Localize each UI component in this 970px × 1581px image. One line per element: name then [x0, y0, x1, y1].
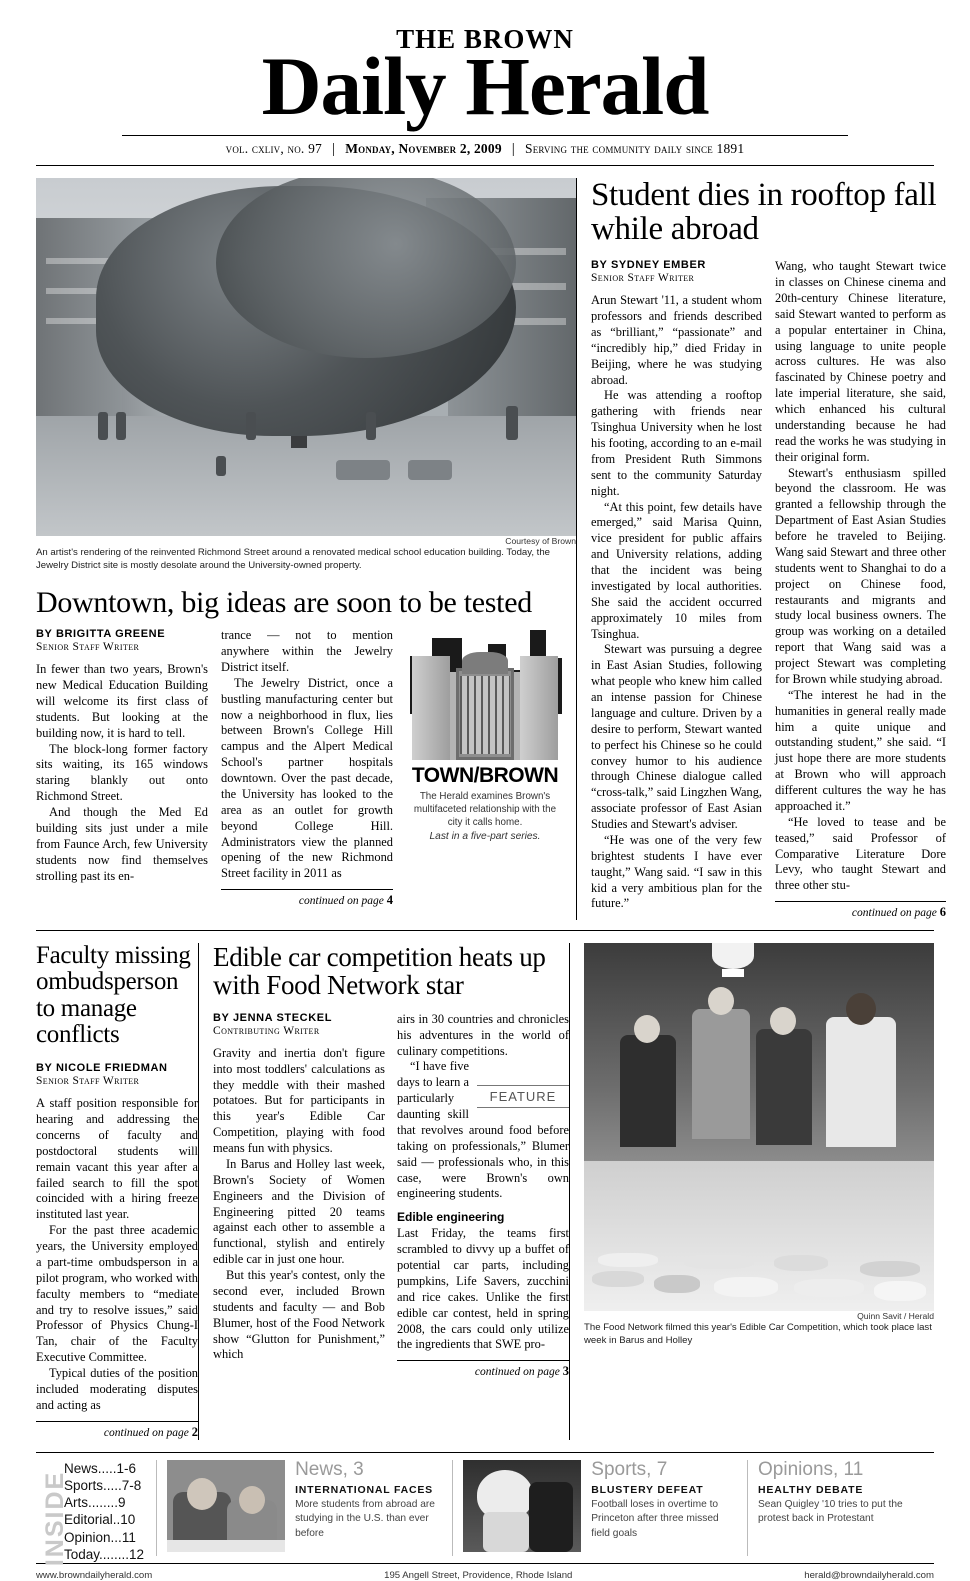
teaser-text	[295, 1460, 442, 1541]
inside-label	[36, 1460, 70, 1566]
toc-dots: .....	[97, 1460, 117, 1476]
downtown-continued-label: continued on page	[298, 895, 384, 908]
toc-section: Editorial	[64, 1512, 113, 1528]
teaser-thumbnail	[463, 1460, 581, 1552]
rooftop-paragraph: Stewart's enthusiasm spilled beyond the classroom. He was granted a fellowship through the Department of East Asian Studies before he traveled to Beijing. Wang said Stewart and three other students went to Shanghai to do a project on Chinese food, restaurants and migrants and study local business owners. The group was working on a detailed report that Wang said was a project Stewart was completing for Brown while studying abroad.	[775, 465, 946, 686]
toc-dots: ...	[110, 1529, 122, 1545]
toc-pages: 11	[121, 1529, 136, 1545]
rooftop-byline-title: Senior Staff Writer	[591, 272, 695, 285]
rooftop-continued	[775, 905, 946, 920]
edible-subhead: Edible engineering	[397, 1210, 505, 1225]
masthead-tagline: Serving the community daily since 1891	[524, 140, 745, 156]
lead-photo-caption: An artist's rendering of the reinvented Richmond Street around a renovated medical school education building. Today, the Jewelry District site is mostly desolate around the University-owned property.	[36, 546, 550, 571]
inside-bar	[36, 1452, 934, 1564]
toc-pages: 9	[118, 1495, 126, 1511]
rooftop-paragraph: “The interest he had in the humanities in general really made him a quite unique and outstanding student,” she said. “I just hope there are more students at Brown who will approach different cultures the way he has approached it.”	[775, 687, 946, 813]
toc-dots: ........	[99, 1546, 130, 1562]
downtown-paragraph: trance — not to mention anywhere within the Jewelry District itself.	[221, 628, 393, 674]
downtown-columns	[36, 628, 576, 908]
teaser-section: News, 3	[295, 1458, 364, 1480]
inside-label-text: INSIDE	[41, 1470, 70, 1566]
masthead-infoline	[36, 141, 934, 158]
footer-address: 195 Angell Street, Providence, Rhode Island	[384, 1569, 573, 1581]
downtown-column-2	[221, 628, 393, 908]
toc-dots: .....	[103, 1477, 122, 1493]
toc-row[interactable]	[64, 1477, 144, 1494]
edible-continued	[397, 1364, 569, 1379]
masthead-title-herald: Herald	[465, 40, 709, 132]
teaser-text	[591, 1460, 737, 1541]
edible-column-2	[397, 1012, 569, 1380]
toc-section: Arts	[64, 1495, 89, 1511]
teaser-summary: Sean Quigley '10 tries to put the protest back in Protestant	[758, 1498, 903, 1525]
teaser-kicker: BLUSTERY DEFEAT	[591, 1483, 704, 1496]
rooftop-paragraph: Arun Stewart '11, a student whom professors and friends described as “brilliant,” “passionate” and “incredibly hip,” died Friday in Beijing, where he was studying abroad.	[591, 293, 762, 387]
rooftop-paragraph: “He was one of the very few brightest students I have ever taught,” Wang said. “I saw in this kid a very ambitious plan for the future.”	[591, 832, 762, 911]
toc-pages: 7-8	[121, 1477, 142, 1493]
rooftop-continued-rule	[775, 901, 946, 902]
edible-columns	[213, 1012, 569, 1380]
ombudsperson-byline-title: Senior Staff Writer	[36, 1075, 140, 1088]
rooftop-paragraph: Stewart was pursuing a degree in East Asian Studies, following what people who knew him called an intense passion for Chinese language and culture. Driven by a desire to perform, Stewart wanted to perfect his Chinese so he could convey humor to his audience through Chinese dialogue called “cross-talk,” said Lingzhen Wang, associate professor of East Asian Studies and Stewart's adviser.	[591, 642, 762, 831]
edible-photo-credit: Quinn Savit / Herald	[857, 1311, 934, 1322]
ombudsperson-paragraph: Typical duties of the position included moderating disputes and acting as	[36, 1366, 198, 1412]
footer-website[interactable]: www.browndailyherald.com	[36, 1569, 153, 1581]
edible-byline-title: Contributing Writer	[213, 1024, 320, 1037]
inside-table-of-contents[interactable]	[60, 1460, 157, 1562]
edible-paragraph: Gravity and inertia don't figure into most toddlers' calculations as they meddle with their mashed potatoes. But for participants in this year's Edible Car Competition, playing with food means fun with physics.	[213, 1045, 385, 1156]
ombudsperson-continued-rule	[36, 1421, 198, 1422]
feature-tag: FEATURE	[477, 1085, 569, 1108]
edible-photo	[584, 943, 934, 1311]
rooftop-paragraph: “He loved to tease and be teased,” said Professor of Comparative Literature Dore Levy, who taught Stewart and three other stu-	[775, 814, 946, 893]
inside-teaser[interactable]	[157, 1460, 453, 1556]
toc-dots: ..	[112, 1512, 121, 1528]
edible-car-story	[198, 943, 569, 1440]
teaser-summary: More students from abroad are studying in the U.S. than ever before	[295, 1498, 435, 1539]
ombudsperson-continued-label: continued on page	[103, 1426, 189, 1439]
edible-paragraph: But this year's contest, only the second ever, included Brown students and faculty — and Bob Blumer, host of the Food Network show “Glutton for Punishment,” which	[213, 1268, 385, 1362]
toc-section: News	[64, 1460, 98, 1476]
downtown-paragraph: In fewer than two years, Brown's new Medical Education Building will welcome its first class of students. But looking at the building now, it is hard to tell.	[36, 662, 208, 740]
rooftop-story	[576, 178, 946, 920]
edible-photo-column	[569, 943, 934, 1440]
toc-section: Opinion	[64, 1529, 111, 1545]
downtown-byline-title: Senior Staff Writer	[36, 641, 140, 654]
downtown-paragraph: The block-long former factory sits waiting, its 165 windows staring blankly out onto Richmond Street.	[36, 741, 208, 804]
rooftop-paragraph: Wang, who taught Stewart twice in classes on Chinese cinema and 20th-century Chinese literature, said Stewart wanted to perform as a popular entertainer in China, using language to unite people across cultures. He was also fascinated by Chinese poetry and late imperial literature, she said, which enhanced his cultural understanding because he had read the works he was studying in their original form.	[775, 259, 946, 464]
middle-section	[36, 930, 934, 1440]
edible-byline: BY JENNA STECKEL	[213, 1011, 333, 1024]
downtown-continued-page: 4	[386, 893, 393, 908]
ombudsperson-paragraph: A staff position responsible for hearing and addressing the concerns of faculty and postdoctoral students will remain vacant this year after a failed search to fill the spot coincided with a hiring freeze instituted last year.	[36, 1096, 198, 1222]
lead-photo-credit: Courtesy of Brown	[505, 535, 576, 546]
downtown-byline: BY BRIGITTA GREENE	[36, 628, 166, 641]
masthead-bottom-rule	[36, 165, 934, 166]
masthead-separator-2: |	[511, 140, 515, 157]
toc-section: Sports	[64, 1477, 104, 1493]
masthead-divider	[122, 135, 848, 136]
page-footer	[36, 1564, 934, 1581]
edible-paragraph: In Barus and Holley last week, Brown's Society of Women Engineers and the Division of Engineering pitted 20 teams against each other to assemble a functional, stylish and entirely edible car in just one hour.	[213, 1156, 385, 1267]
town-brown-illustration	[406, 628, 564, 760]
town-brown-series-note: Last in a five-part series.	[429, 830, 541, 842]
rooftop-headline: Student dies in rooftop fall while abroad	[591, 176, 937, 248]
toc-section: Today	[64, 1546, 100, 1562]
rooftop-paragraph: He was attending a rooftop gathering with friends near Tsinghua University when he lost his footing, according to an e-mail from President Ruth Simmons sent to the community Saturday night.	[591, 388, 762, 498]
town-brown-column	[406, 628, 564, 908]
ombudsperson-byline: BY NICOLE FRIEDMAN	[36, 1062, 168, 1075]
edible-continued-label: continued on page	[474, 1366, 560, 1379]
inside-teaser[interactable]	[748, 1460, 934, 1556]
masthead-kicker: THE BROWN	[396, 24, 574, 54]
toc-pages: 1-6	[116, 1460, 137, 1476]
rooftop-continued-label: continued on page	[851, 907, 937, 920]
teaser-kicker: HEALTHY DEBATE	[758, 1483, 864, 1496]
rooftop-columns	[591, 259, 946, 920]
toc-row[interactable]	[64, 1511, 144, 1528]
masthead	[36, 0, 934, 166]
downtown-continued	[221, 893, 393, 908]
toc-row[interactable]	[64, 1529, 144, 1546]
toc-row[interactable]	[64, 1460, 144, 1477]
teaser-text	[758, 1460, 924, 1527]
ombudsperson-story	[36, 943, 198, 1440]
lead-photo	[36, 178, 576, 536]
rooftop-paragraph: “At this point, few details have emerged,” said Marisa Quinn, vice president for public affairs and University relations, adding that the incident was being investigated by local authorities. She said the accident occurred approximately 10 miles from Tsinghua.	[591, 499, 762, 641]
town-brown-logo: TOWN/BROWN	[411, 764, 559, 788]
edible-column-1	[213, 1012, 385, 1380]
footer-email[interactable]: herald@browndailyherald.com	[804, 1569, 934, 1581]
teaser-thumbnail	[167, 1460, 285, 1552]
rooftop-column-1	[591, 259, 762, 920]
masthead-volume: vol. cxliv, no. 97	[225, 140, 322, 156]
masthead-date: Monday, November 2, 2009	[345, 140, 502, 156]
edible-paragraph: “I have five days to learn a particularly daunting skill that revolves around food before taking on professionals,” Blumer said — professionals who, in this case, were Brown's own engineering students.	[397, 1059, 569, 1201]
top-section	[36, 176, 946, 920]
ombudsperson-continued	[36, 1425, 198, 1440]
teaser-summary: Football loses in overtime to Princeton after three missed field goals	[591, 1498, 719, 1539]
edible-paragraph: airs in 30 countries and chronicles his adventures in the world of culinary competitions.	[397, 1011, 569, 1058]
teaser-section: Sports, 7	[591, 1458, 668, 1480]
rooftop-byline: BY SYDNEY EMBER	[591, 259, 706, 272]
toc-row[interactable]	[64, 1546, 144, 1563]
rooftop-column-2	[775, 259, 946, 920]
masthead-title	[36, 40, 934, 132]
ombudsperson-paragraph: For the past three academic years, the University employed a part-time ombudsperson in a pilot program, who worked with faculty members to “mediate and try to resolve issues,” said Professor of Physics Chung-I Tan, chair of the Faculty Executive Committee.	[36, 1223, 198, 1365]
edible-paragraph: Last Friday, the teams first scrambled to divvy up a buffet of potential car parts, including pumpkins, Life Savers, zucchini and rice cakes. Unlike the first edible car contest, held in spring 2008, the cars could only utilize the ingredients that SWE pro-	[397, 1226, 569, 1352]
town-brown-description: The Herald examines Brown's multifaceted relationship with the city it calls home.	[413, 791, 557, 829]
lead-photo-column	[36, 178, 576, 920]
toc-row[interactable]	[64, 1494, 144, 1511]
edible-continued-rule	[397, 1360, 569, 1361]
ombudsperson-headline: Faculty missing ombudsperson to manage conflicts	[36, 942, 191, 1048]
edible-continued-page: 3	[562, 1364, 569, 1379]
downtown-continued-rule	[221, 889, 393, 890]
inside-teaser[interactable]	[453, 1460, 748, 1556]
downtown-column-1	[36, 628, 208, 908]
toc-pages: 10	[120, 1512, 136, 1528]
teaser-kicker: INTERNATIONAL FACES	[295, 1483, 433, 1496]
toc-dots: ........	[88, 1495, 119, 1511]
rooftop-continued-page: 6	[939, 905, 946, 920]
ombudsperson-continued-page: 2	[191, 1424, 198, 1439]
edible-photo-caption: The Food Network filmed this year's Edible Car Competition, which took place last week in Barus and Holley	[584, 1322, 932, 1347]
downtown-paragraph: And though the Med Ed building sits just under a mile from Faunce Arch, few University students now find themselves strolling past its en-	[36, 805, 208, 883]
masthead-title-daily: Daily	[261, 40, 446, 132]
inside-teasers	[157, 1460, 934, 1556]
downtown-paragraph: The Jewelry District, once a bustling manufacturing center but now a neighborhood in flux, lies between Brown's College Hill campus and the Alpert Medical School's partner hospitals downtown. Over the past decade, the University has looked to the area as an outlet for growth beyond College Hill. Administrators view the planned opening of the new Richmond Street facility in 2011 as	[221, 675, 393, 881]
teaser-section: Opinions, 11	[758, 1458, 864, 1480]
downtown-headline: Downtown, big ideas are soon to be tested	[36, 585, 532, 619]
town-brown-box	[406, 628, 564, 842]
masthead-separator-1: |	[331, 140, 336, 157]
edible-headline: Edible car competition heats up with Food Network star	[213, 942, 546, 1001]
toc-pages: 12	[129, 1546, 145, 1562]
